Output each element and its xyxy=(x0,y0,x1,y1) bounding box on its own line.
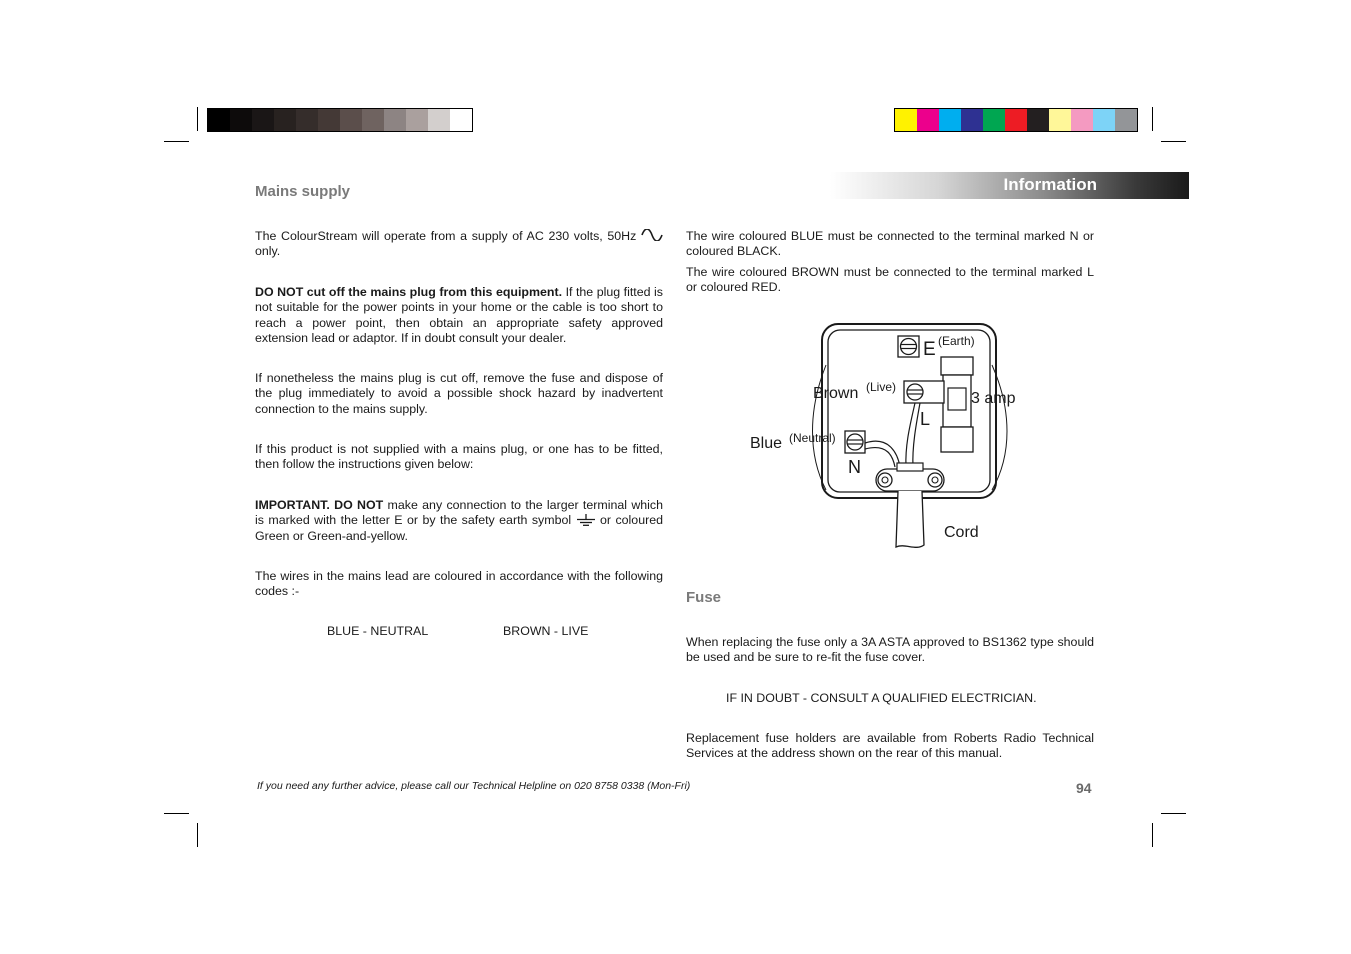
neutral-label: (Neutral) xyxy=(789,431,836,445)
paragraph-fuse-holders: Replacement fuse holders are available from Roberts Radio Technical Services at the address shown on the rear of this manual. xyxy=(686,731,1094,761)
mains-supply-heading: Mains supply xyxy=(255,183,351,200)
calibration-swatch xyxy=(917,109,939,131)
plug-wiring-diagram xyxy=(740,315,1040,555)
calibration-swatch xyxy=(983,109,1005,131)
fuse-heading: Fuse xyxy=(686,589,722,606)
helpline-footer: If you need any further advice, please call our Technical Helpline on 020 8758 0338 (Mon-Fri) xyxy=(257,780,691,792)
paragraph-brown-wire: The wire coloured BROWN must be connected to the terminal marked L or coloured RED. xyxy=(686,265,1094,295)
brown-label: Brown xyxy=(813,385,859,402)
paragraph-fitting-plug: If this product is not supplied with a mains plug, or one has to be fitted, then follow the instructions given below: xyxy=(255,442,663,472)
paragraph-wire-codes: The wires in the mains lead are coloured in accordance with the following codes :- xyxy=(255,569,663,599)
live-letter: L xyxy=(920,409,931,429)
calibration-swatch xyxy=(1049,109,1071,131)
crop-mark xyxy=(1161,813,1186,814)
calibration-swatch xyxy=(1005,109,1027,131)
calibration-swatch xyxy=(406,109,428,131)
code-brown-live: BROWN - LIVE xyxy=(503,624,589,638)
grayscale-calibration-bar xyxy=(207,108,473,132)
calibration-swatch xyxy=(274,109,296,131)
paragraph-fuse-replacement: When replacing the fuse only a 3A ASTA approved to BS1362 type should be used and be sure to re-fit the fuse cover. xyxy=(686,635,1094,665)
calibration-swatch xyxy=(1093,109,1115,131)
calibration-swatch xyxy=(208,109,230,131)
paragraph-do-not-cut: DO NOT cut off the mains plug from this equipment. If the plug fitted is not suitable for the power points in your home or the cable is too short to reach a power point, then obtain an appropriate safety approved extension lead or adaptor. If in doubt consult your dealer. xyxy=(255,285,664,345)
crop-mark xyxy=(164,141,189,142)
neutral-letter: N xyxy=(848,457,861,477)
earth-symbol-icon xyxy=(576,514,596,526)
crop-mark xyxy=(197,823,198,847)
blue-label: Blue xyxy=(750,435,783,452)
calibration-swatch xyxy=(1115,109,1137,131)
cord-label: Cord xyxy=(944,524,979,541)
warning-text: IF IN DOUBT - CONSULT A QUALIFIED ELECTRICIAN. xyxy=(726,691,1037,705)
live-label: (Live) xyxy=(866,380,897,394)
calibration-swatch xyxy=(252,109,274,131)
calibration-swatch xyxy=(895,109,917,131)
calibration-swatch xyxy=(428,109,450,131)
paragraph-important: IMPORTANT. DO NOT make any connection to the larger terminal which is marked with the letter E or by the safety earth symbol or coloured Green or Green-and-yellow. xyxy=(255,498,664,543)
calibration-swatch xyxy=(939,109,961,131)
earth-label: (Earth) xyxy=(938,334,975,348)
calibration-swatch xyxy=(296,109,318,131)
crop-mark xyxy=(1161,141,1186,142)
calibration-swatch xyxy=(1071,109,1093,131)
crop-mark xyxy=(197,107,198,131)
earth-letter: E xyxy=(923,339,936,360)
calibration-swatch xyxy=(362,109,384,131)
calibration-swatch xyxy=(450,109,472,131)
paragraph-blue-wire: The wire coloured BLUE must be connected to the terminal marked N or coloured BLACK. xyxy=(686,229,1094,259)
ac-sine-icon xyxy=(641,229,663,241)
calibration-swatch xyxy=(1027,109,1049,131)
fuse-rating-label: 3 amp xyxy=(971,390,1016,407)
section-banner xyxy=(830,172,1189,199)
paragraph-supply: The ColourStream will operate from a supply of AC 230 volts, 50Hz only. xyxy=(255,229,663,260)
calibration-swatch xyxy=(318,109,340,131)
crop-mark xyxy=(1152,107,1153,131)
code-blue-neutral: BLUE - NEUTRAL xyxy=(327,624,429,638)
crop-mark xyxy=(164,813,189,814)
page-number: 94 xyxy=(1076,780,1092,796)
crop-mark xyxy=(1152,823,1153,847)
calibration-swatch xyxy=(961,109,983,131)
color-calibration-bar xyxy=(894,108,1138,132)
calibration-swatch xyxy=(230,109,252,131)
paragraph-plug-cut-off: If nonetheless the mains plug is cut off, remove the fuse and dispose of the plug immediately to avoid a possible shock hazard by inadvertent connection to the mains supply. xyxy=(255,371,663,416)
section-title: Information xyxy=(1003,175,1097,194)
calibration-swatch xyxy=(384,109,406,131)
calibration-swatch xyxy=(340,109,362,131)
